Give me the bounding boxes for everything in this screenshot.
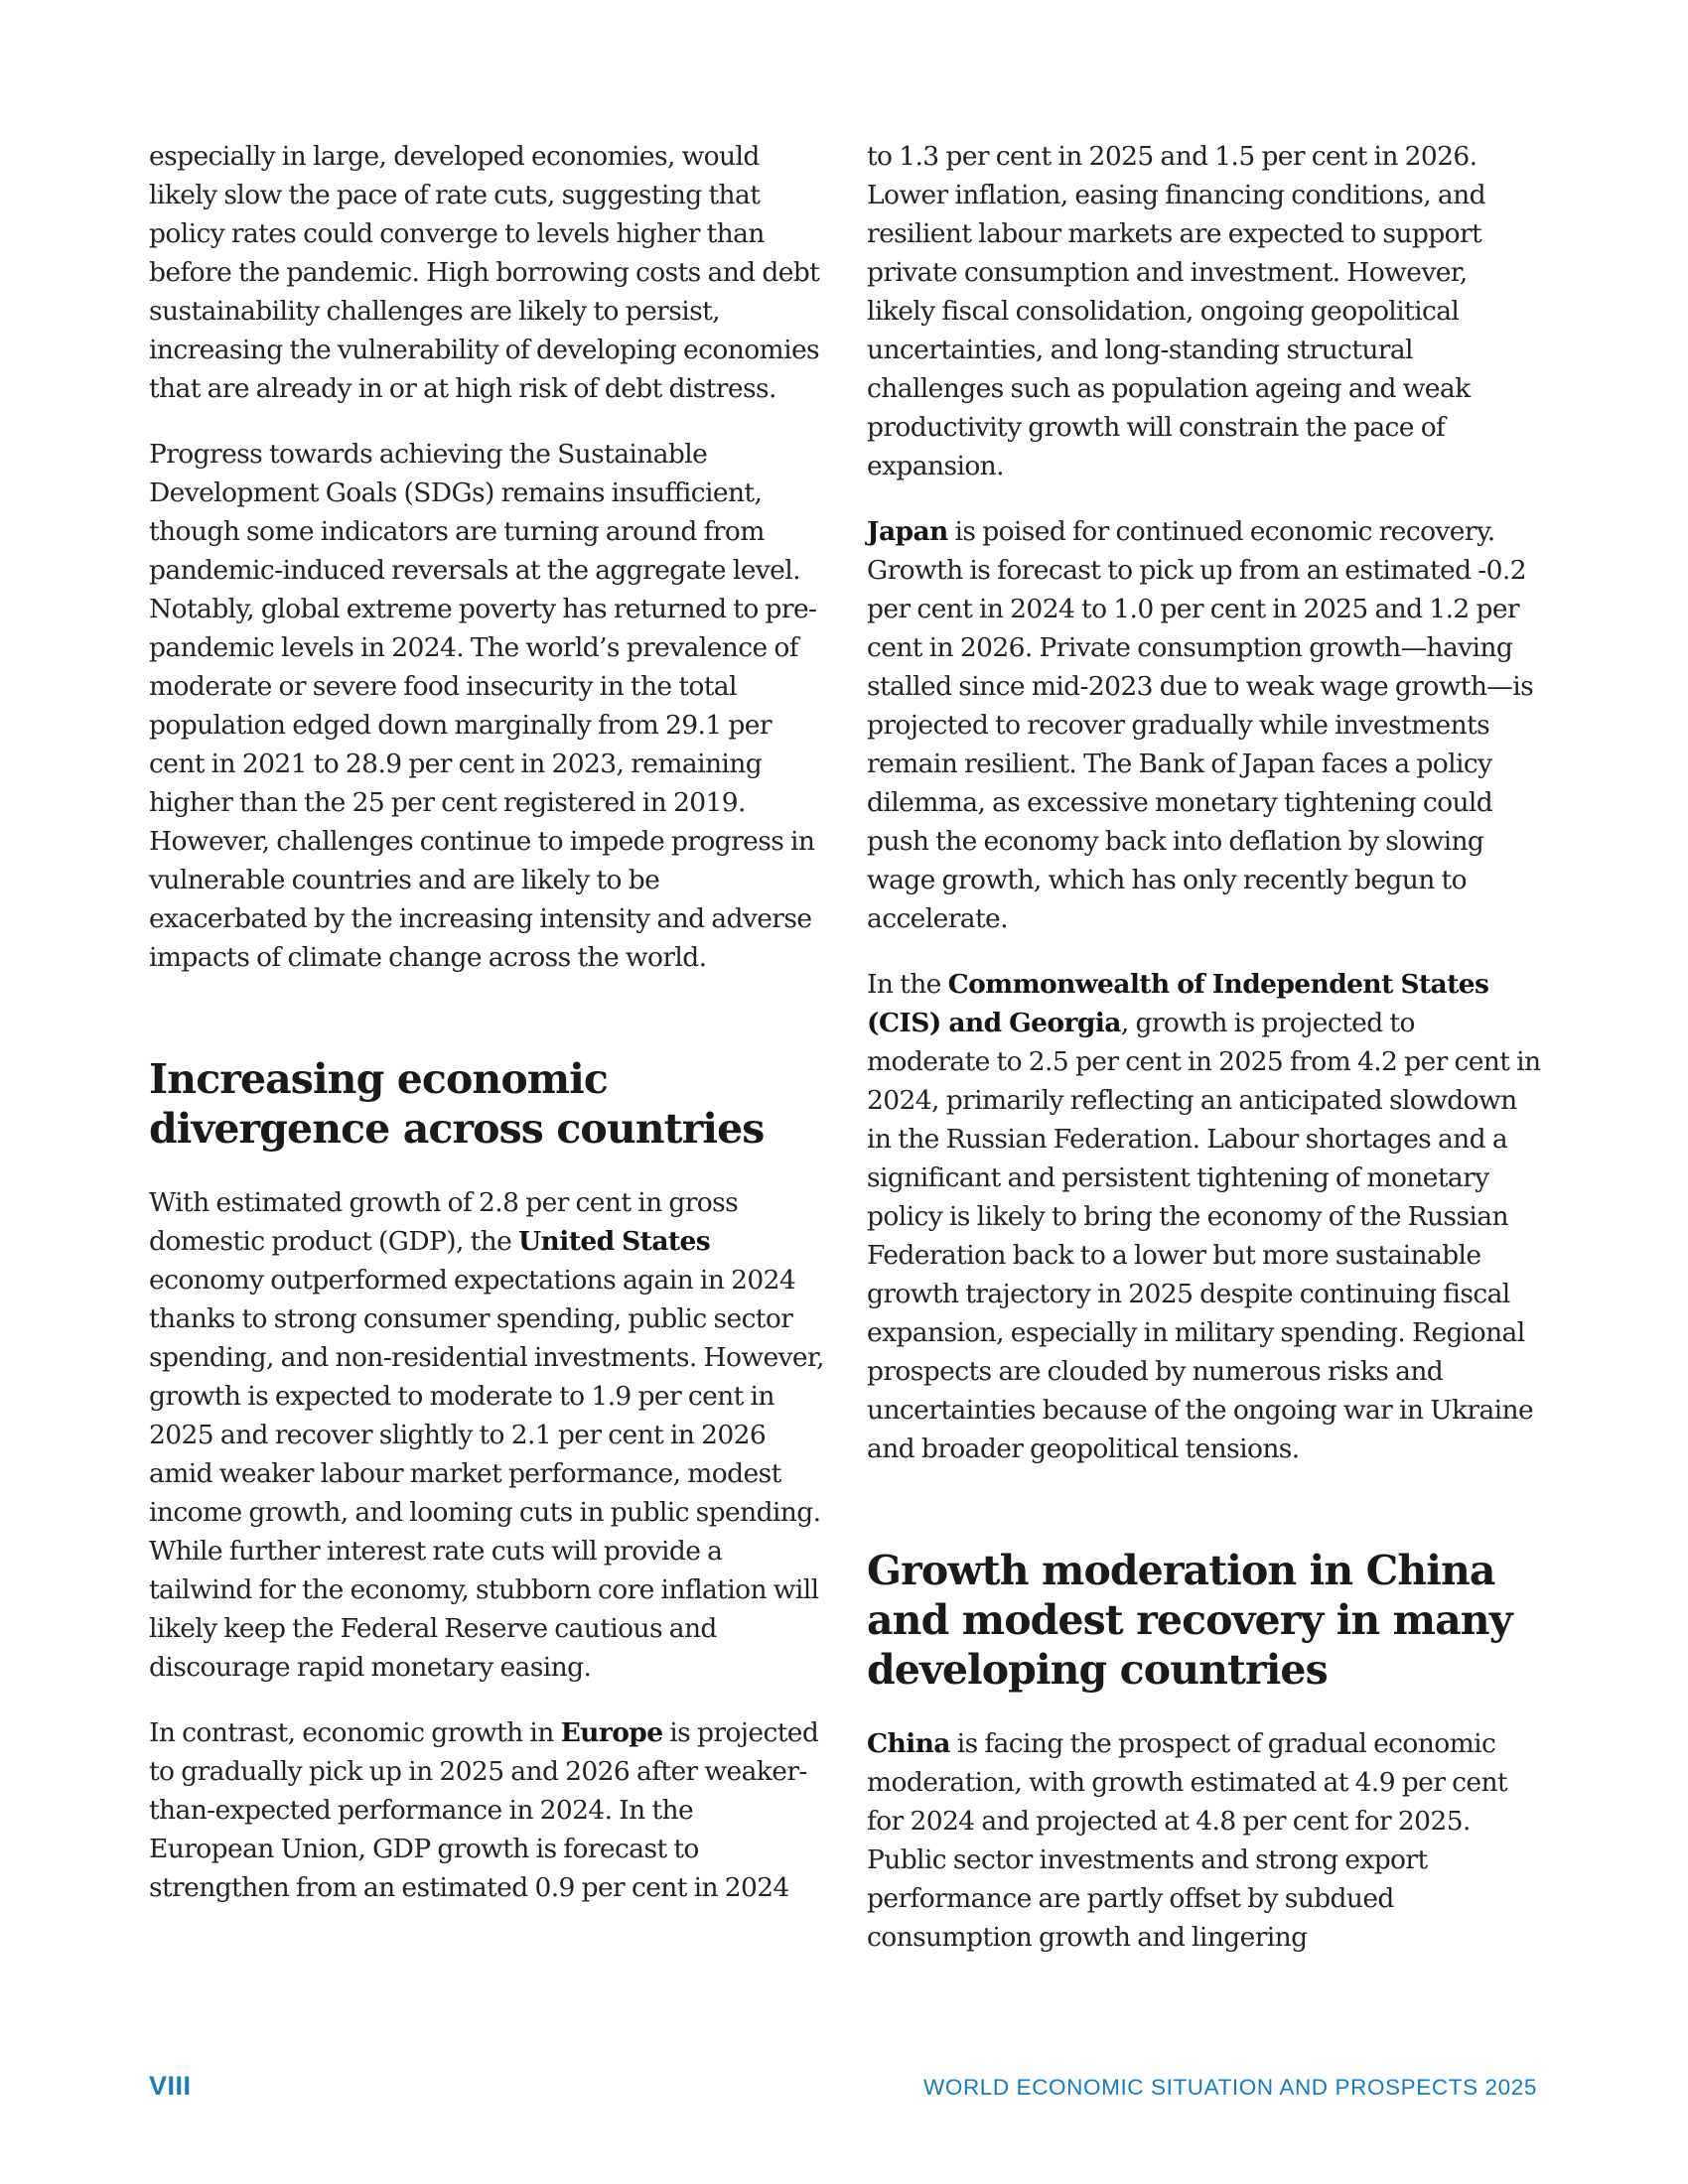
bold-term-europe: Europe [560, 1717, 663, 1748]
bold-term-japan: Japan [867, 516, 948, 547]
bold-term-china: China [867, 1728, 950, 1759]
body-paragraph: Progress towards achieving the Sustainable Development Goals (SDGs) remains insufficient, though some indicators are turning around from pandemic-induced reversals at the aggregate level. Notably, global extreme poverty has returned to pre-pandemic levels in 2024. The world’s prevalence of moderate or severe food insecurity in the total population edged down marginally from 29.1 per cent in 2021 to 28.9 per cent in 2023, remaining higher than the 25 per cent registered in 2019. However, challenges continue to impede progress in vulnerable countries and are likely to be exacerbated by the increasing intensity and adverse impacts of climate change across the world. [149, 439, 817, 973]
bold-term-cis-georgia: Commonwealth of Independent States (CIS) and Georgia [867, 969, 1489, 1038]
paragraph-text: is poised for continued economic recovery. Growth is forecast to pick up from an estimated -0.2 per cent in 2024 to 1.0 per cent in 2025 and 1.2 per cent in 2026. Private consumption growth—having stalled since mid-2023 due to weak wage growth—is projected to recover gradually while investments remain resilient. The Bank of Japan faces a policy dilemma, as excessive monetary tightening could push the economy back into deflation by slowing wage growth, which has only recently begun to accelerate. [867, 516, 1534, 934]
paragraph-text: is facing the prospect of gradual economic moderation, with growth estimated at 4.9 per cent for 2024 and projected at 4.8 per cent for 2025. Public sector investments and strong export performance are partly offset by subdued consumption growth and lingering [867, 1728, 1507, 1953]
paragraph-text: In contrast, economic growth in [149, 1717, 561, 1748]
body-paragraph-cis [867, 965, 1542, 1468]
left-column [149, 137, 824, 1934]
publication-title: WORLD ECONOMIC SITUATION AND PROSPECTS 2025 [923, 2075, 1537, 2100]
body-paragraph-united-states [149, 1183, 824, 1687]
body-paragraph: especially in large, developed economies, would likely slow the pace of rate cuts, suggesting that policy rates could converge to levels higher than before the pandemic. High borrowing costs and debt sustainability challenges are likely to persist, increasing the vulnerability of developing economies that are already in or at high risk of debt distress. [149, 141, 820, 404]
body-paragraph-japan [867, 512, 1542, 938]
body-paragraph: to 1.3 per cent in 2025 and 1.5 per cent in 2026. Lower inflation, easing financing conditions, and resilient labour markets are expected to support private consumption and investment. However, likely fiscal consolidation, ongoing geopolitical uncertainties, and long-standing structural challenges such as population ageing and weak productivity growth will constrain the pace of expansion. [867, 141, 1485, 481]
right-column [867, 137, 1542, 1983]
section-heading-growth-moderation: Growth moderation in China and modest recovery in many developing countries [867, 1547, 1512, 1694]
paragraph-text: is projected to gradually pick up in 2025 and 2026 after weaker-than-expected performance in 2024. In the European Union, GDP growth is forecast to strengthen from an estimated 0.9 per cent in 2024 [149, 1717, 819, 1903]
body-paragraph-china [867, 1724, 1542, 1957]
paragraph-text: With estimated growth of 2.8 per cent in gross domestic product (GDP), the [149, 1187, 739, 1257]
section-heading-economic-divergence: Increasing economic divergence across countries [149, 1055, 765, 1153]
paragraph-text: , growth is projected to moderate to 2.5 per cent in 2025 from 4.2 per cent in 2024, primarily reflecting an anticipated slowdown in the Russian Federation. Labour shortages and a significant and persistent tightening of monetary policy is likely to bring the economy of the Russian Federation back to a lower but more sustainable growth trajectory in 2025 despite continuing fiscal expansion, especially in military spending. Regional prospects are clouded by numerous risks and uncertainties because of the ongoing war in Ukraine and broader geopolitical tensions. [867, 1008, 1541, 1464]
paragraph-text: economy outperformed expectations again in 2024 thanks to strong consumer spending, public sector spending, and non-residential investments. However, growth is expected to moderate to 1.9 per cent in 2025 and recover slightly to 2.1 per cent in 2026 amid weaker labour market performance, modest income growth, and looming cuts in public spending. While further interest rate cuts will provide a tailwind for the economy, stubborn core inflation will likely keep the Federal Reserve cautious and discourage rapid monetary easing. [149, 1265, 824, 1683]
paragraph-text: In the [867, 969, 948, 1000]
bold-term-united-states: United States [518, 1226, 711, 1257]
body-paragraph-europe [149, 1713, 824, 1907]
page-number: VIII [149, 2071, 192, 2101]
